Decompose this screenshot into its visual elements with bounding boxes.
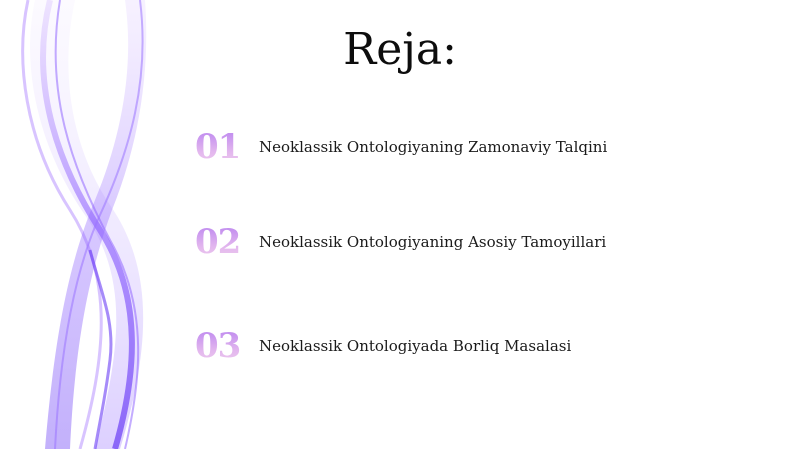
agenda-item — [195, 220, 606, 264]
agenda-item-text: Neoklassik Ontologiyaning Asosiy Tamoyillari — [259, 233, 607, 251]
agenda-item-text: Neoklassik Ontologiyada Borliq Masalasi — [259, 337, 572, 355]
agenda-item-number: 01 — [195, 125, 255, 169]
slide-title: Reja: — [343, 24, 457, 75]
agenda-item-number: 02 — [195, 220, 255, 264]
agenda-item-text: Neoklassik Ontologiyaning Zamonaviy Talqini — [259, 138, 608, 156]
agenda-item — [195, 324, 571, 368]
agenda-item-number: 03 — [195, 324, 255, 368]
decorative-purple-ribbon — [0, 0, 200, 449]
agenda-item — [195, 125, 607, 169]
